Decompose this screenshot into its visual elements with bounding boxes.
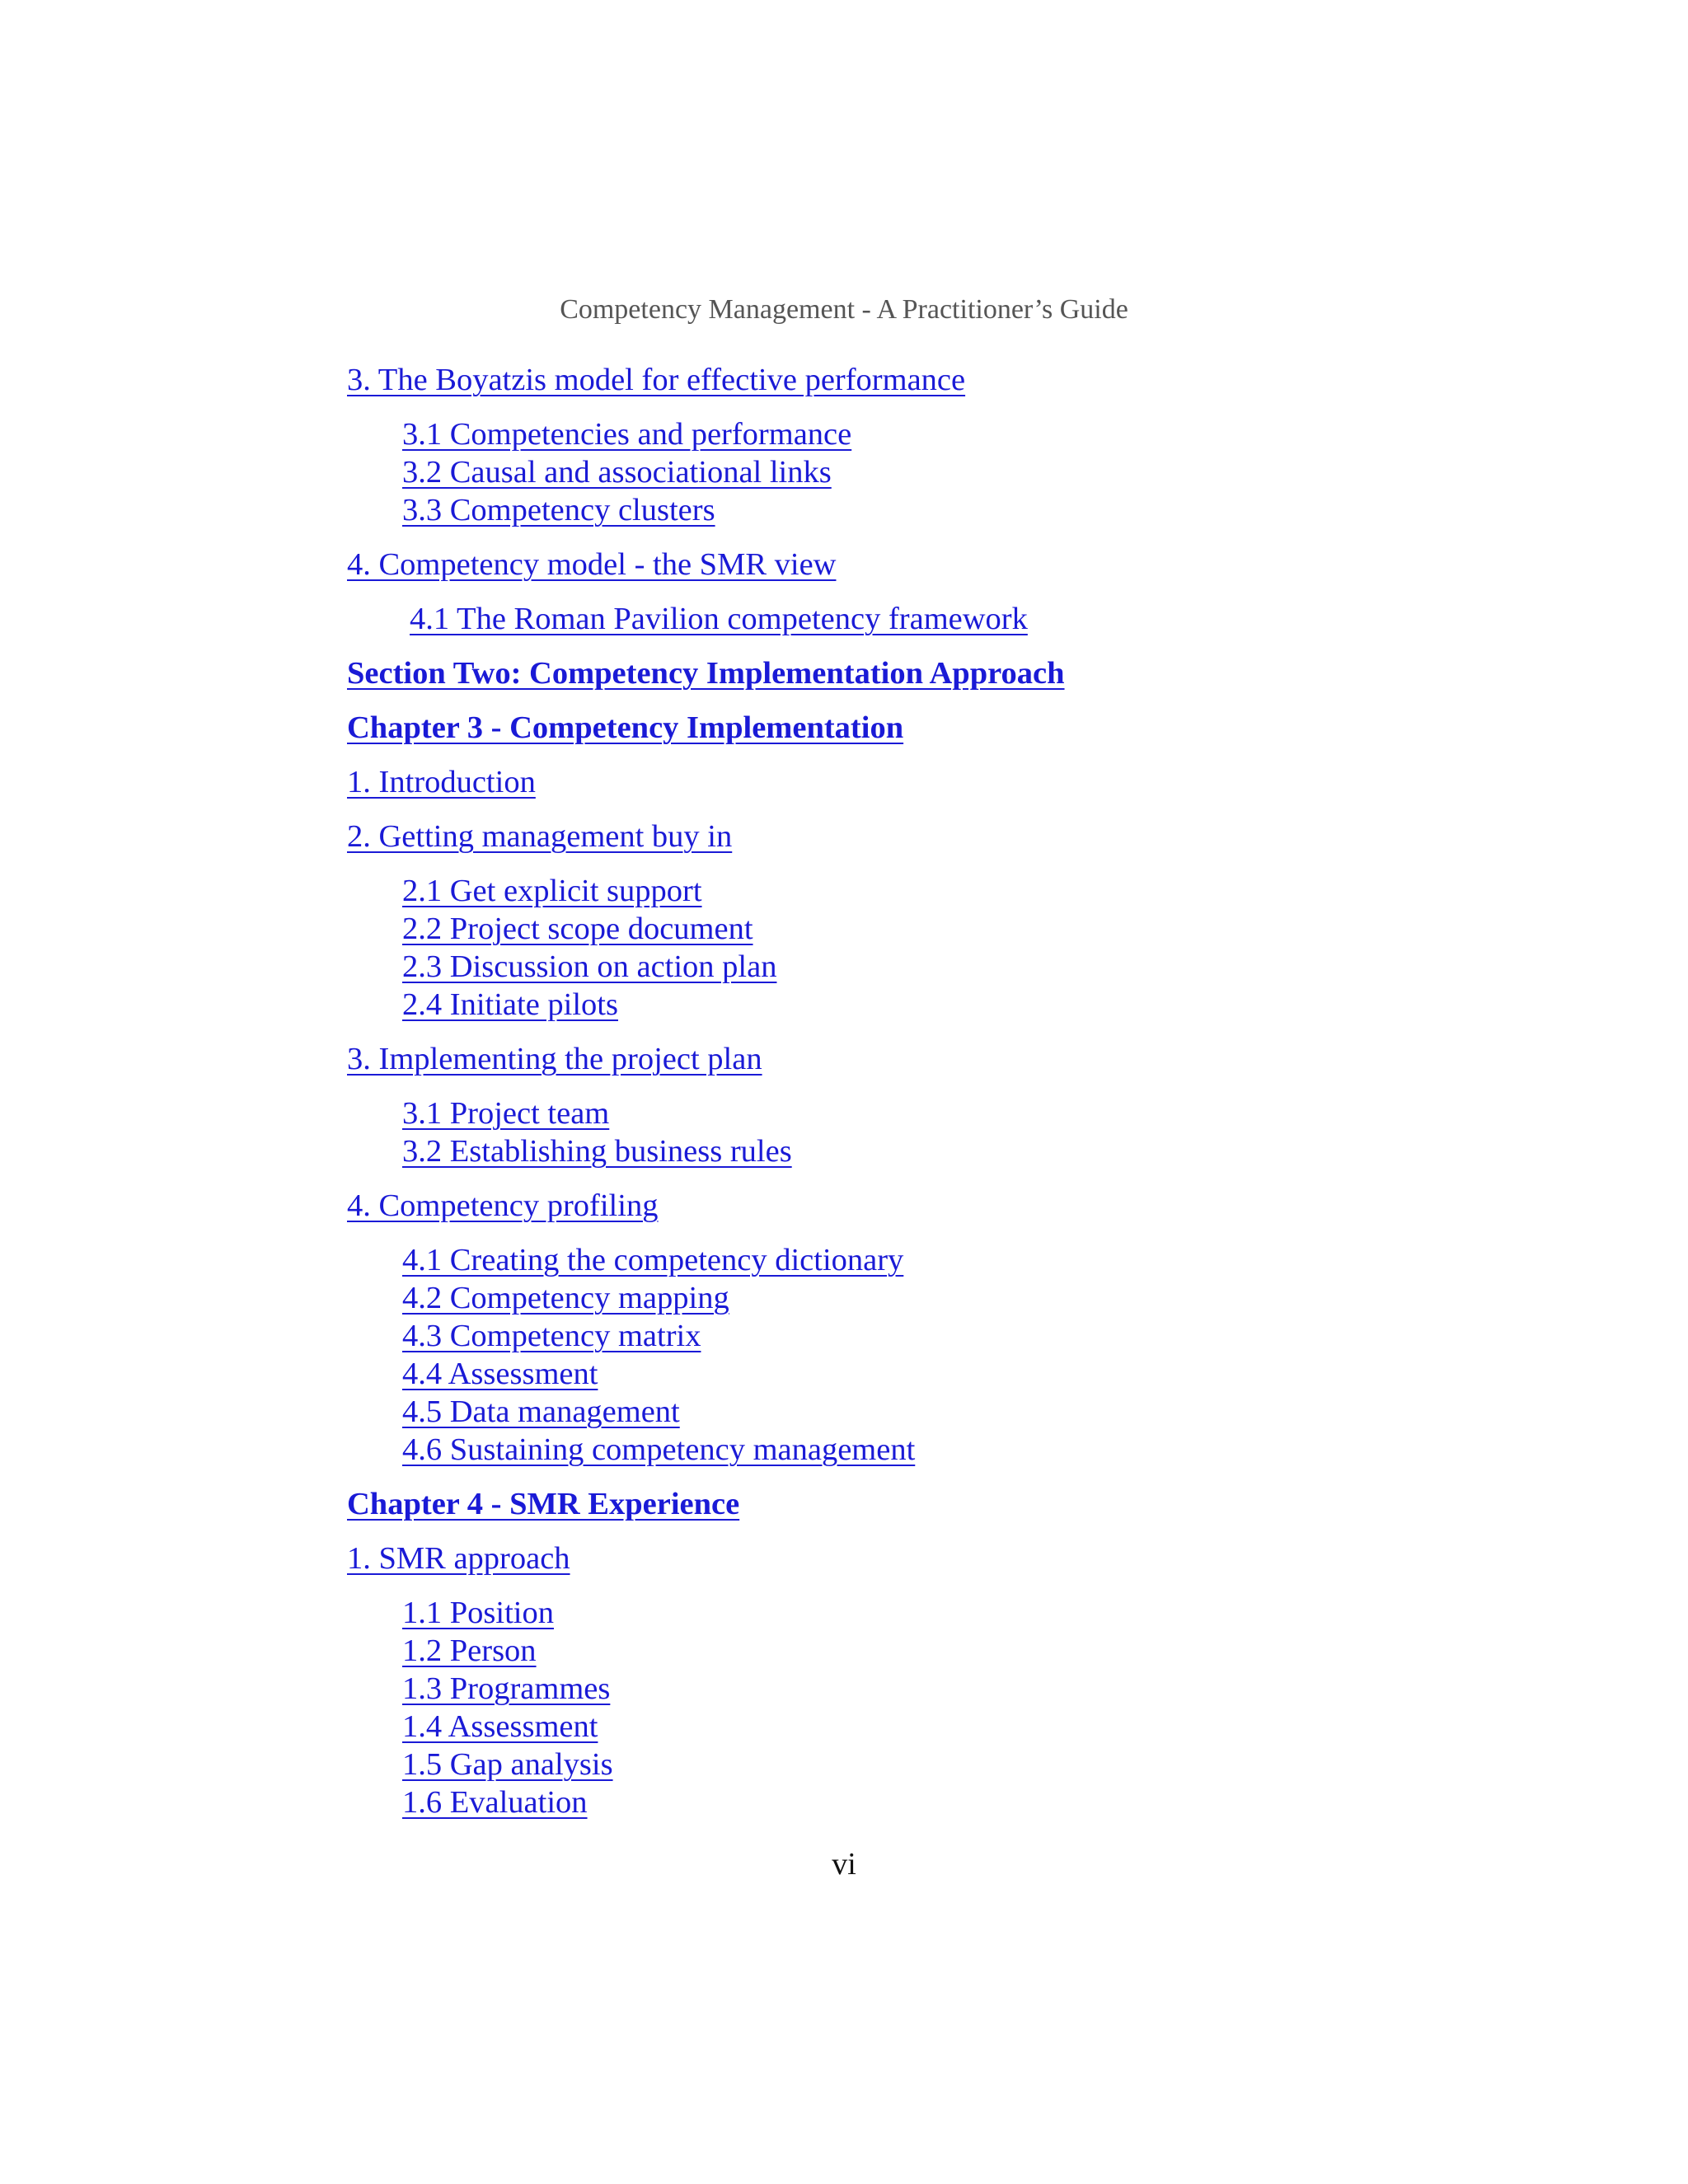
toc-link-1-2-person[interactable]: 1.2 Person [402,1633,537,1668]
toc-link-4-3-competency-matrix[interactable]: 4.3 Competency matrix [402,1319,701,1353]
toc-link-4-5-data-management[interactable]: 4.5 Data management [402,1394,680,1429]
toc-link-4-1-creating-competency-dictionary[interactable]: 4.1 Creating the competency dictionary [402,1243,904,1277]
toc-link-2-getting-management-buy-in[interactable]: 2. Getting management buy in [347,819,733,854]
toc-link-4-competency-model-smr-view[interactable]: 4. Competency model - the SMR view [347,547,837,582]
toc-link-1-1-position[interactable]: 1.1 Position [402,1596,554,1630]
toc-link-4-1-roman-pavilion-framework[interactable]: 4.1 The Roman Pavilion competency framework [410,602,1028,636]
toc-link-3-3-competency-clusters[interactable]: 3.3 Competency clusters [402,493,715,527]
toc-link-3-2-establishing-business-rules[interactable]: 3.2 Establishing business rules [402,1134,792,1169]
running-header: Competency Management - A Practitioner’s Guide [560,294,1128,325]
toc-link-1-4-assessment[interactable]: 1.4 Assessment [402,1709,598,1744]
toc-link-4-6-sustaining-competency-management[interactable]: 4.6 Sustaining competency management [402,1432,916,1467]
toc-link-3-2-causal-and-associational-links[interactable]: 3.2 Causal and associational links [402,455,832,490]
toc-link-4-2-competency-mapping[interactable]: 4.2 Competency mapping [402,1281,729,1315]
toc-link-1-5-gap-analysis[interactable]: 1.5 Gap analysis [402,1747,613,1782]
toc-link-1-smr-approach[interactable]: 1. SMR approach [347,1541,570,1576]
toc-link-3-implementing-project-plan[interactable]: 3. Implementing the project plan [347,1042,762,1076]
toc-link-chapter-4[interactable]: Chapter 4 - SMR Experience [347,1487,740,1521]
table-of-contents [347,361,1583,1821]
toc-link-4-4-assessment[interactable]: 4.4 Assessment [402,1357,598,1391]
toc-link-3-1-project-team[interactable]: 3.1 Project team [402,1096,610,1131]
toc-link-1-3-programmes[interactable]: 1.3 Programmes [402,1671,611,1706]
toc-link-1-6-evaluation[interactable]: 1.6 Evaluation [402,1785,588,1820]
toc-link-2-4-initiate-pilots[interactable]: 2.4 Initiate pilots [402,987,618,1022]
toc-link-3-1-competencies-and-performance[interactable]: 3.1 Competencies and performance [402,417,852,452]
toc-link-2-2-project-scope-document[interactable]: 2.2 Project scope document [402,912,753,946]
toc-link-4-competency-profiling[interactable]: 4. Competency profiling [347,1188,659,1223]
toc-link-1-introduction[interactable]: 1. Introduction [347,765,536,799]
page-number: vi [832,1847,856,1882]
toc-link-3-boyatzis-model[interactable]: 3. The Boyatzis model for effective performance [347,363,966,397]
toc-link-chapter-3[interactable]: Chapter 3 - Competency Implementation [347,710,904,745]
toc-link-section-two[interactable]: Section Two: Competency Implementation Approach [347,656,1065,691]
toc-link-2-3-discussion-on-action-plan[interactable]: 2.3 Discussion on action plan [402,949,777,984]
toc-link-2-1-get-explicit-support[interactable]: 2.1 Get explicit support [402,874,702,908]
